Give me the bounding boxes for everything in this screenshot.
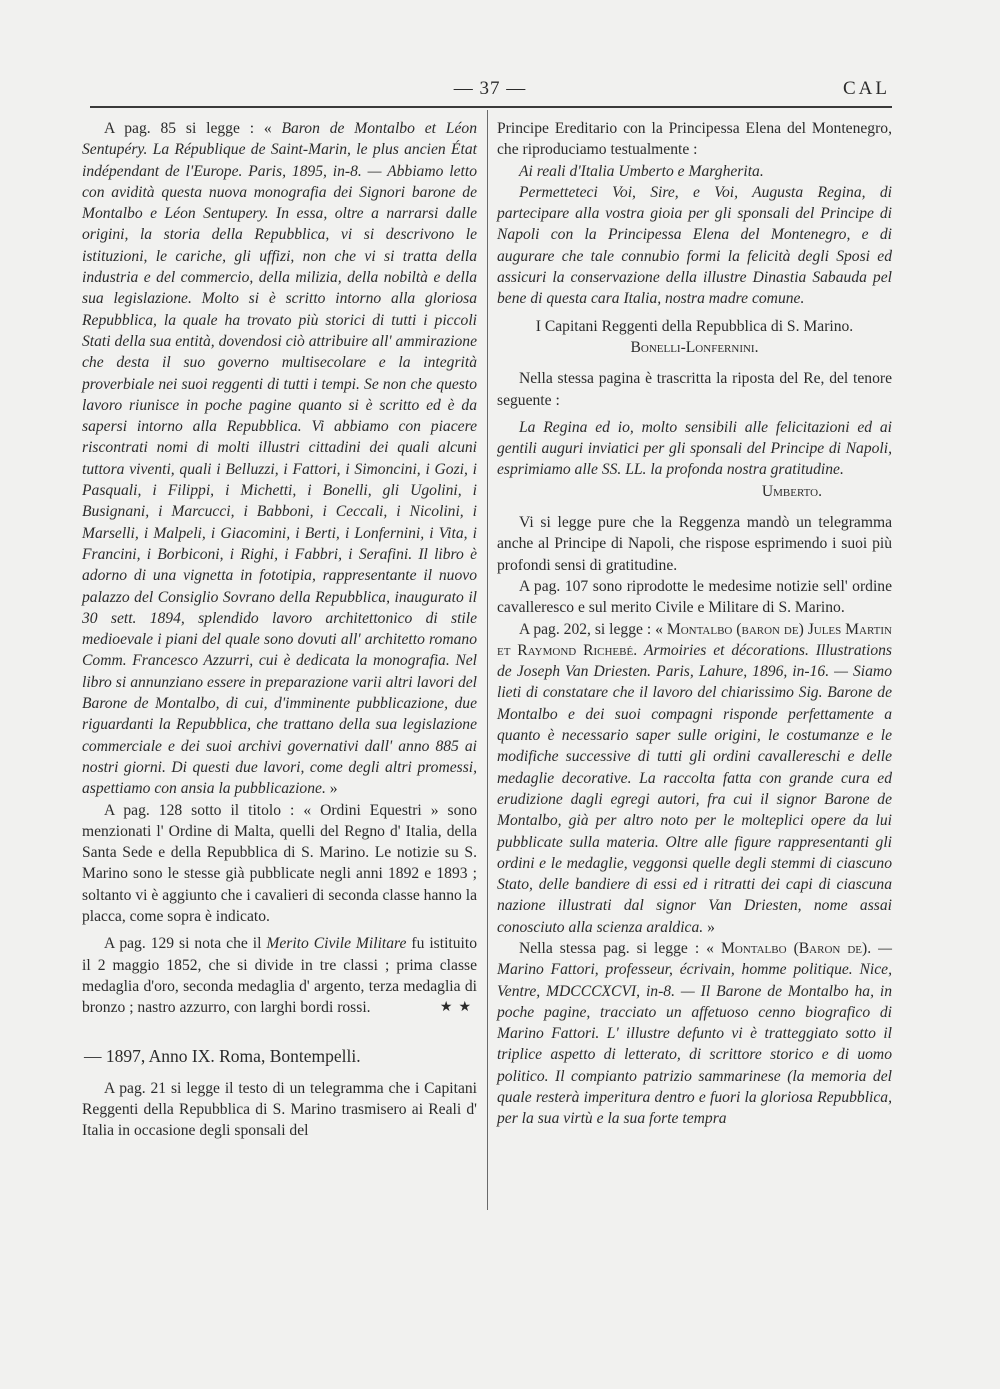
paragraph-montalbo-sentupery bbox=[82, 118, 477, 800]
page-number: — 37 — bbox=[453, 78, 527, 99]
smallcaps-author: Montalbo (Baron de). bbox=[721, 939, 872, 957]
paragraph-reggenza: Vi si legge pure che la Reggenza mandò un telegramma anche al Principe di Napoli, che rispose esprimendo i suoi più profondi sensi di gratitudine. bbox=[497, 514, 892, 574]
signature-line: I Capitani Reggenti della Repubblica di S. Marino. bbox=[535, 317, 854, 335]
smallcaps-authors: Montalbo (baron de) Jules Martin et Raymond Richebé. bbox=[497, 620, 892, 659]
paragraph-text: fu istituito il 2 maggio 1852, che si divide in tre classi ; prima classe medaglia d'oro, seconda medaglia d' argento, terza medaglia di bronzo ; nastro azzurro, con larghi bordi rossi. bbox=[82, 935, 478, 1017]
section-stars: ★★ bbox=[439, 1000, 477, 1016]
paragraph-telegram-intro: A pag. 21 si legge il testo di un telegramma che i Capitani Reggenti della Repubblica di S. Marino trasmisero ai Reali d' Italia in occasione degli sponsali del bbox=[82, 1079, 477, 1140]
paragraph-reply-intro: Nella stessa pagina è trascritta la riposta del Re, del tenore seguente : bbox=[497, 370, 892, 409]
page-header bbox=[90, 78, 890, 104]
year-heading: — 1897, Anno IX. Roma, Bontempelli. bbox=[84, 1046, 361, 1067]
left-column bbox=[82, 118, 477, 1142]
paragraph-continuation: Principe Ereditario con la Principessa Elena del Montenegro, che riproduciamo testualmente : bbox=[497, 120, 892, 159]
paragraph-lead: A pag. 85 si legge : « bbox=[104, 120, 282, 137]
paragraph-pag-202 bbox=[497, 619, 892, 938]
right-column bbox=[497, 118, 892, 1130]
paragraph-lead: Nella stessa pag. si legge : « bbox=[519, 939, 722, 957]
italic-title: Merito Civile Militare bbox=[266, 935, 407, 953]
italic-review: Baron de Montalbo et Léon Sentupéry. La République de Saint-Marin, le plus ancien État indépendant de l'Europe. Paris, 1895, in-8. — Abbiamo letto con avidità questa nuova monografia dei Signori barone de Montalbo e Léon Sentupery. In essa, oltre a narrarsi dalle origini, la storia della Repubblica, vi si descrivono le istituzioni, le cariche, gli uffizi, non che vi si tratta della industria e del commercio, della milizia, della nobiltà e della sua legislazione. Molto si è scritto intorno alla gloriosa Repubblica, la quale ha trovato più storici di tutti i piccoli Stati della sua entità, dovendosi ciò attribuire all' ammirazione che desta il suo governo multisecolare e la integrità proverbiale nei suoi reggenti di tutti i tempi. Se non che questo lavoro riunisce in poche pagine quanto si è scritto ed è da sapersi intorno alla Repubblica. Vi abbiamo con piacere riscontrati nomi di molti illustri cittadini dei quali alcuni tuttora viventi, quali i Belluzzi, i Fattori, i Simoncini, i Gozi, i Pasquali, i Filippi, i Michetti, i Bonelli, gli Ugolini, i Busignani, i Marcucci, i Babboni, i Ceccali, i Nicolini, i Marselli, i Malpeli, i Giacomini, i Berti, i Lonfernini, i Vita, i Francini, i Borbiconi, i Righi, i Fabbri, i Serafini. Il libro è adorno di una vignetta in fototipia, rappresentante il nuovo palazzo del Consiglio Sovrano della Repubblica, inaugurato il 30 sett. 1894, splendido lavoro architettonico di stile medioevale i piani del quale sono dovuti all' architetto romano Comm. Francesco Azzurri, cui è dedicata la monografia. Nel libro si annunziano essere in preparazione varii altri lavori del Barone de Montalbo, di cui, d'imminente pubblicazione, due riguardanti la Repubblica, che trattano della sua legislazione commerciale e dei suoi archivi governativi dall' anno 885 ai nostri giorni. Di questi due lavori, come degli altri promessi, aspettiamo con ansia la pubblicazione. bbox=[82, 120, 477, 798]
italic-review: Armoiries et décorations. Illustrations de Joseph Van Driesten. Paris, Lahure, 1896, in-16. — Siamo lieti di constatare che il lavoro del chiarissimo Sig. Barone de Montalbo e dei suoi compagni risponde perfettamente a quanto è necessario saper sulle origini, le costumanze e le modifiche successive di tutti gli ordini cavallereschi e delle medaglie decorative. La raccolta fatta con grande cura ed erudizione dagli egregi autori, fra cui il signor Barone de Montalbo, già per altro noto per le molteplici opere da lui pubblicate sulla materia. Oltre alle figure rappresentanti gli ordini e le medaglie, veggonsi quelle degli stemmi di ciascuno Stato, delle bandiere di essi ed i ritratti dei capi di ciascuna nazione illustrati dal signor Van Driesten, nome assai conosciuto alla scienza araldica. bbox=[497, 641, 892, 936]
signature-name: Bonelli-Lonfernini. bbox=[630, 338, 759, 356]
reply-signature: Umberto. bbox=[761, 482, 822, 500]
italic-review: — Marino Fattori, professeur, écrivain, homme politique. Nice, Ventre, MDCCCXCVI, in-8. — Il Barone de Montalbo ha, in poche pagine, tracciato un affetuoso cenno biografico di Marino Fattori. L' illustre defunto vi è tratteggiato sotto il triplice aspetto di letterato, di scrittore storico e di uomo politico. Il compianto patrizio sammarinese (la memoria del quale resterà imperitura dentro e fuori la gloriosa Repubblica, per la sua virtù e la sua forte tempra bbox=[497, 939, 892, 1128]
paragraph-pag-107: A pag. 107 sono riprodotte le medesime notizie sell' ordine cavalleresco e sul merito Civile e Militare di S. Marino. bbox=[497, 577, 892, 617]
header-rule bbox=[90, 106, 892, 108]
closing-quote: » bbox=[703, 918, 715, 936]
running-head: CAL bbox=[843, 78, 890, 99]
column-divider bbox=[487, 110, 488, 1210]
paragraph-merito-civile bbox=[82, 933, 477, 1018]
telegram-body: Permetteteci Voi, Sire, e Voi, Augusta Regina, di partecipare alla vostra gioia per gli sponsali del Principe di Napoli con la Principessa Elena del Montenegro, e di augurare che tale connubio formi la felicità degli Sposi ed assicuri la conservazione della illustre Dinastia Sabauda pel bene di questa cara Italia, nostra madre comune. bbox=[497, 183, 892, 308]
paragraph-lead: A pag. 129 si nota che il bbox=[104, 935, 267, 953]
telegram-address: Ai reali d'Italia Umberto e Margherita. bbox=[519, 162, 764, 180]
closing-quote: » bbox=[325, 780, 338, 798]
reply-body: La Regina ed io, molto sensibili alle felicitazioni ed ai gentili auguri inviatici per gli sponsali del Principe di Napoli, esprimiamo alle SS. LL. la profonda nostra gratitudine. bbox=[497, 418, 892, 479]
paragraph-lead: A pag. 202, si legge : « bbox=[519, 620, 667, 638]
paragraph-fattori bbox=[497, 938, 892, 1130]
paragraph-ordini-equestri: A pag. 128 sotto il titolo : « Ordini Equestri » sono menzionati l' Ordine di Malta, quelli del Regno d' Italia, della Santa Sede e della Repubblica di S. Marino. Le notizie su S. Marino sono le stesse già pubblicate negli anni 1892 e 1893 ; soltanto vi è aggiunto che i cavalieri di seconda classe hanno la placca, come sopra è indicato. bbox=[82, 801, 477, 925]
